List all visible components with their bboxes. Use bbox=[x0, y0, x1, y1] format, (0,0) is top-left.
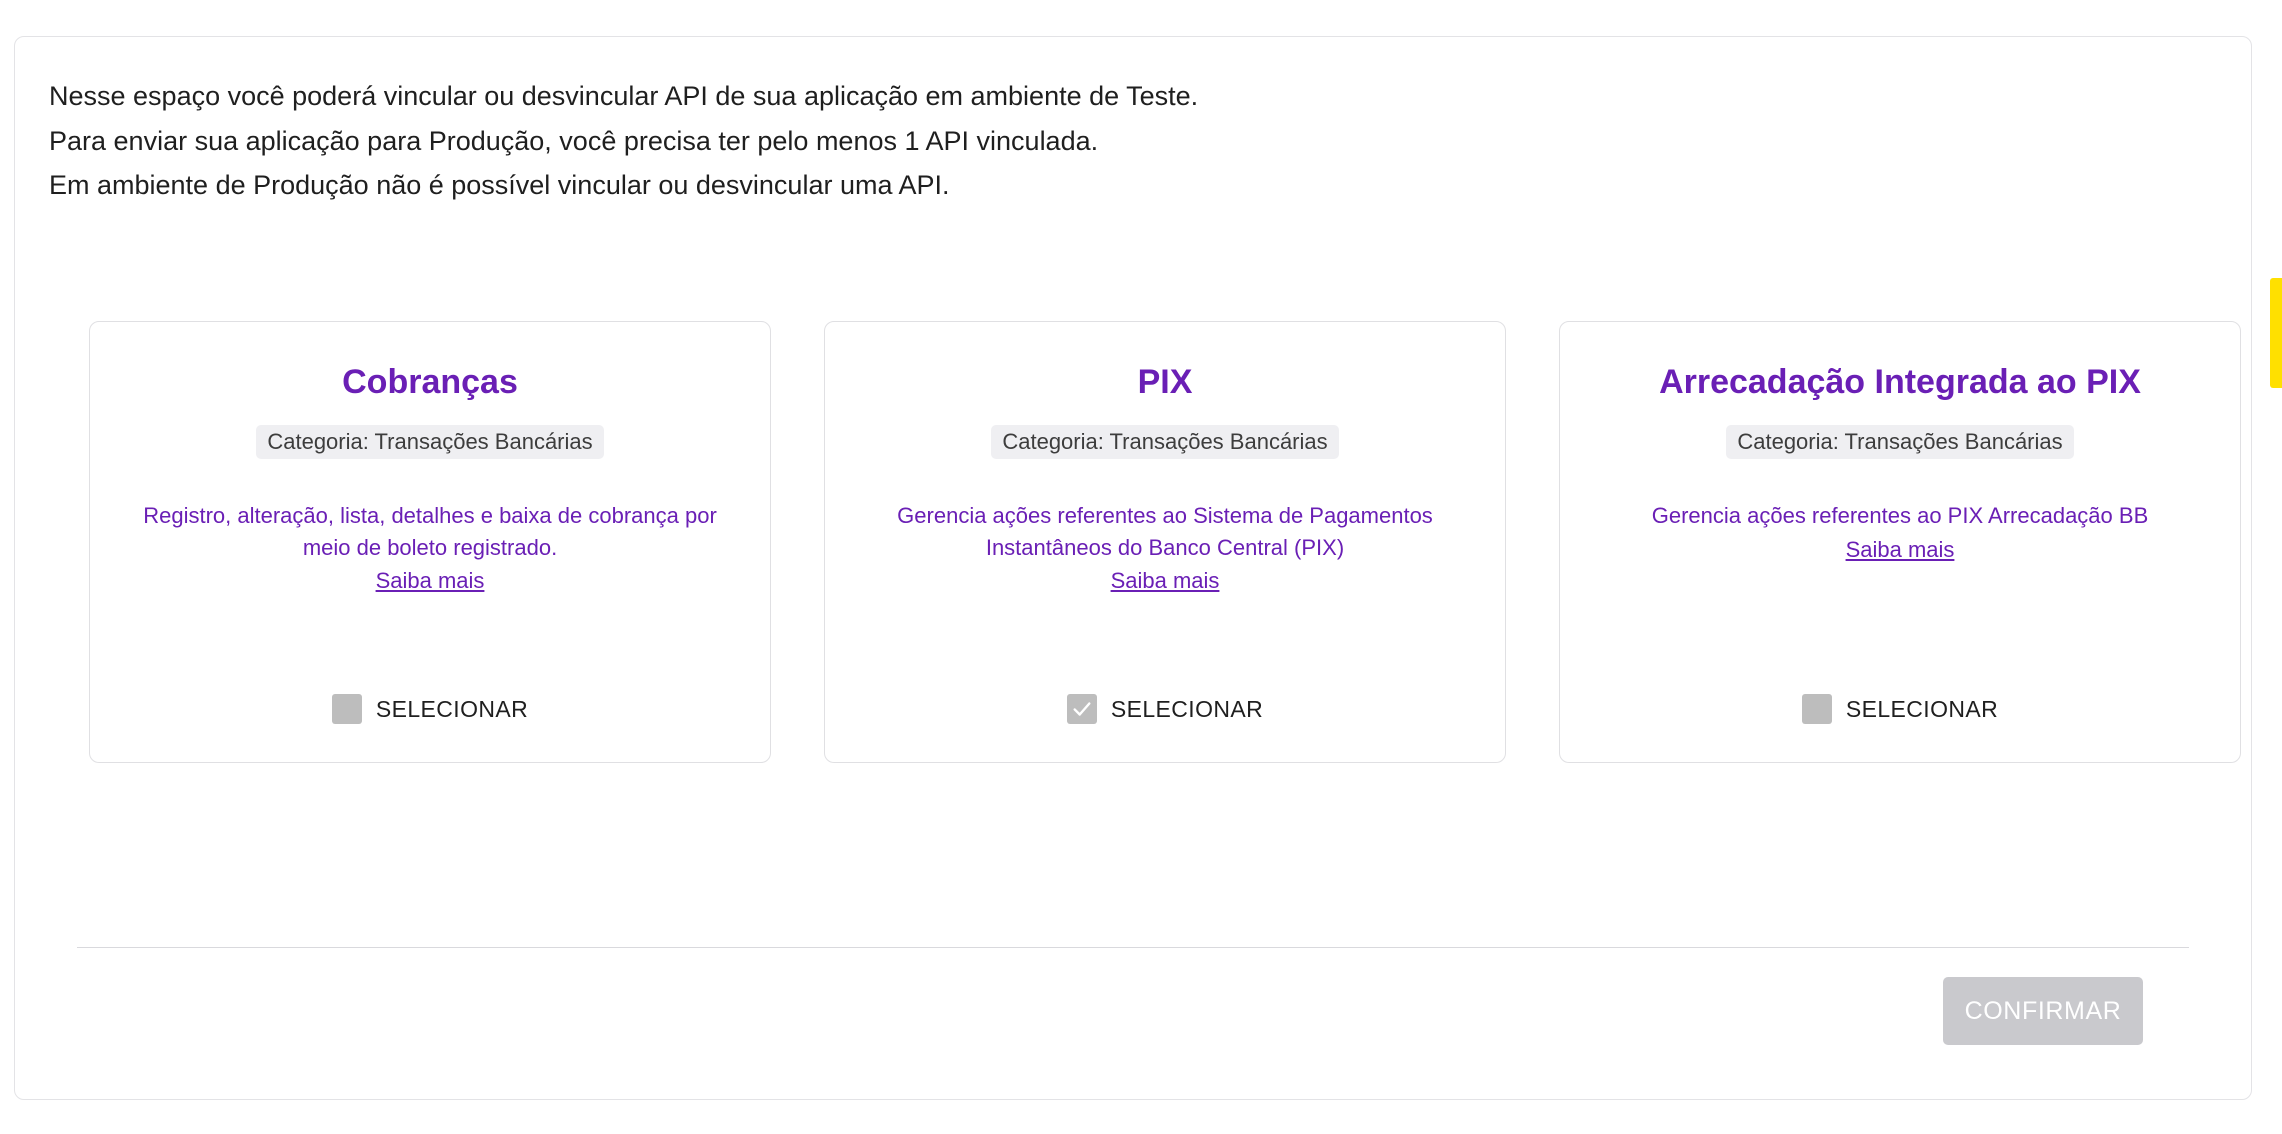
api-card-category: Categoria: Transações Bancárias bbox=[256, 425, 603, 459]
api-card-list bbox=[89, 321, 2241, 763]
select-checkbox[interactable] bbox=[1802, 694, 1832, 724]
select-checkbox[interactable] bbox=[332, 694, 362, 724]
saiba-mais-link[interactable]: Saiba mais bbox=[1845, 536, 1955, 562]
api-card-title: PIX bbox=[1137, 363, 1193, 401]
api-card-description bbox=[90, 500, 770, 596]
intro-text bbox=[49, 79, 2149, 213]
api-card-pix[interactable] bbox=[824, 321, 1506, 763]
api-card-description-text: Registro, alteração, lista, detalhes e baixa de cobrança por meio de boleto registrado. bbox=[143, 503, 717, 560]
select-checkbox[interactable] bbox=[1067, 694, 1097, 724]
api-card-select-row[interactable] bbox=[90, 694, 770, 724]
api-link-panel bbox=[14, 36, 2252, 1100]
api-card-description bbox=[825, 500, 1505, 596]
api-card-arrecadacao-integrada-ao-pix[interactable] bbox=[1559, 321, 2241, 763]
select-label: SELECIONAR bbox=[1110, 695, 1264, 722]
api-card-cobrancas[interactable] bbox=[89, 321, 771, 763]
api-card-select-row[interactable] bbox=[1560, 694, 2240, 724]
api-card-description-text: Gerencia ações referentes ao PIX Arrecadação BB bbox=[1651, 503, 2149, 529]
scroll-edge-marker bbox=[2270, 278, 2282, 388]
api-card-category: Categoria: Transações Bancárias bbox=[1726, 425, 2073, 459]
select-label: SELECIONAR bbox=[375, 695, 529, 722]
footer-divider bbox=[77, 947, 2189, 948]
intro-line-1: Nesse espaço você poderá vincular ou desvincular API de sua aplicação em ambiente de Teste. bbox=[49, 81, 1199, 111]
api-card-select-row[interactable] bbox=[825, 694, 1505, 724]
api-card-title: Arrecadação Integrada ao PIX bbox=[1659, 363, 2141, 401]
select-label: SELECIONAR bbox=[1845, 695, 1999, 722]
api-card-category: Categoria: Transações Bancárias bbox=[991, 425, 1338, 459]
confirm-button[interactable]: CONFIRMAR bbox=[1943, 977, 2143, 1045]
api-card-description bbox=[1600, 500, 2201, 564]
intro-line-2: Para enviar sua aplicação para Produção, você precisa ter pelo menos 1 API vinculada. bbox=[49, 125, 1099, 156]
api-card-title: Cobranças bbox=[342, 363, 518, 401]
intro-line-3: Em ambiente de Produção não é possível vincular ou desvincular uma API. bbox=[49, 170, 950, 201]
saiba-mais-link[interactable]: Saiba mais bbox=[375, 567, 485, 593]
check-icon bbox=[1071, 698, 1093, 720]
api-card-description-text: Gerencia ações referentes ao Sistema de Pagamentos Instantâneos do Banco Central (PIX) bbox=[897, 503, 1433, 560]
saiba-mais-link[interactable]: Saiba mais bbox=[1110, 567, 1220, 593]
